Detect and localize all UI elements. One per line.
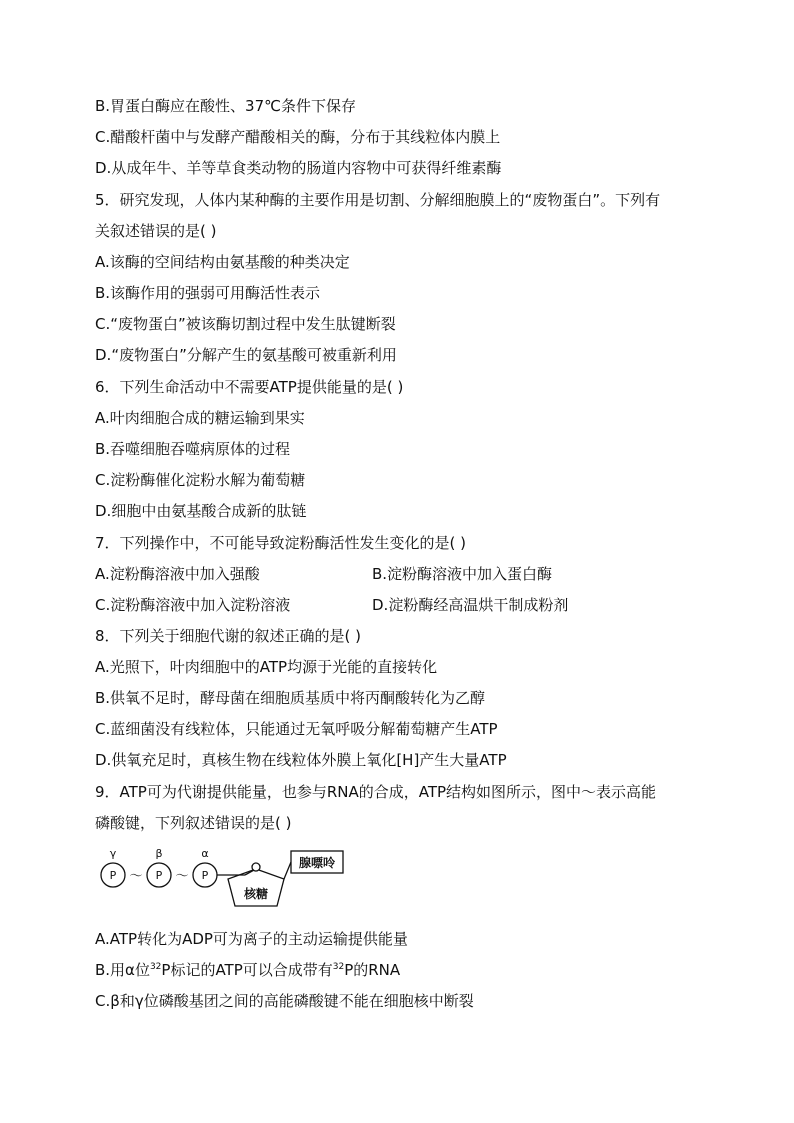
q6-stem: 6．下列生命活动中不需要ATP提供能量的是( ) — [95, 378, 404, 396]
alpha-label: α — [201, 847, 209, 860]
q8-stem: 8．下列关于细胞代谢的叙述正确的是( ) — [95, 627, 362, 645]
q7-option-b: B.淀粉酶溶液中加入蛋白酶 — [372, 565, 553, 583]
q4-option-b: B.胃蛋白酶应在酸性、37℃条件下保存 — [95, 97, 356, 115]
phosphate-gamma-label: P — [109, 869, 117, 882]
high-energy-bond-2: ～ — [175, 869, 189, 884]
q9-option-c: C.β和γ位磷酸基团之间的高能磷酸键不能在细胞核中断裂 — [95, 992, 474, 1010]
ribose-adenine-bond — [284, 862, 291, 879]
q7-option-a: A.淀粉酶溶液中加入强酸 — [95, 565, 260, 583]
q8-option-a: A.光照下，叶肉细胞中的ATP均源于光能的直接转化 — [95, 658, 438, 676]
q5-option-c: C.“废物蛋白”被该酶切割过程中发生肽键断裂 — [95, 315, 396, 333]
q9-option-b — [95, 960, 400, 980]
q8-option-c: C.蓝细菌没有线粒体，只能通过无氧呼吸分解葡萄糖产生ATP — [95, 720, 498, 738]
q9-option-b-part3: P的RNA — [344, 961, 401, 979]
q5-stem-line1: 5．研究发现，人体内某种酶的主要作用是切割、分解细胞膜上的“废物蛋白”。下列有 — [95, 191, 661, 209]
q7-option-d: D.淀粉酶经高温烘干制成粉剂 — [372, 596, 569, 614]
high-energy-bond-1: ～ — [129, 869, 143, 884]
ribose-oxygen-circle — [252, 863, 260, 871]
q9-stem-line2: 磷酸键，下列叙述错误的是( ) — [95, 814, 292, 832]
phosphate-beta-label: P — [155, 869, 163, 882]
q5-option-a: A.该酶的空间结构由氨基酸的种类决定 — [95, 253, 350, 271]
q9-option-b-sup1: 32 — [149, 962, 162, 972]
q7-row1 — [95, 564, 260, 584]
ribose-label: 核糖 — [243, 887, 269, 901]
q6-option-a: A.叶肉细胞合成的糖运输到果实 — [95, 409, 305, 427]
q9-option-b-part2: P标记的ATP可以合成带有 — [161, 961, 333, 979]
q7-option-c: C.淀粉酶溶液中加入淀粉溶液 — [95, 596, 291, 614]
q9-option-a: A.ATP转化为ADP可为离子的主动运输提供能量 — [95, 930, 408, 948]
q7-stem: 7．下列操作中，不可能导致淀粉酶活性发生变化的是( ) — [95, 534, 467, 552]
q6-option-b: B.吞噬细胞吞噬病原体的过程 — [95, 440, 291, 458]
q8-option-b: B.供氧不足时，酵母菌在细胞质基质中将丙酮酸转化为乙醇 — [95, 689, 486, 707]
beta-label: β — [155, 847, 163, 860]
q9-option-b-sup2: 32 — [332, 962, 345, 972]
atp-structure-diagram — [95, 842, 355, 920]
q5-stem-line2: 关叙述错误的是( ) — [95, 222, 217, 240]
q5-option-b: B.该酶作用的强弱可用酶活性表示 — [95, 284, 321, 302]
q5-option-d: D.“废物蛋白”分解产生的氨基酸可被重新利用 — [95, 346, 397, 364]
gamma-label: γ — [109, 847, 117, 860]
phosphate-alpha-label: P — [201, 869, 209, 882]
q4-option-d: D.从成年牛、羊等草食类动物的肠道内容物中可获得纤维素酶 — [95, 159, 502, 177]
q8-option-d: D.供氧充足时，真核生物在线粒体外膜上氧化[H]产生大量ATP — [95, 751, 507, 769]
q6-option-c: C.淀粉酶催化淀粉水解为葡萄糖 — [95, 471, 306, 489]
q7-row2 — [95, 595, 290, 615]
q4-option-c: C.醋酸杆菌中与发酵产醋酸相关的酶，分布于其线粒体内膜上 — [95, 128, 501, 146]
adenine-label: 腺嘌呤 — [298, 856, 336, 870]
q6-option-d: D.细胞中由氨基酸合成新的肽链 — [95, 502, 307, 520]
q9-option-b-part1: B.用α位 — [95, 961, 150, 979]
q9-stem-line1: 9．ATP可为代谢提供能量，也参与RNA的合成，ATP结构如图所示，图中～表示高能 — [95, 783, 657, 801]
